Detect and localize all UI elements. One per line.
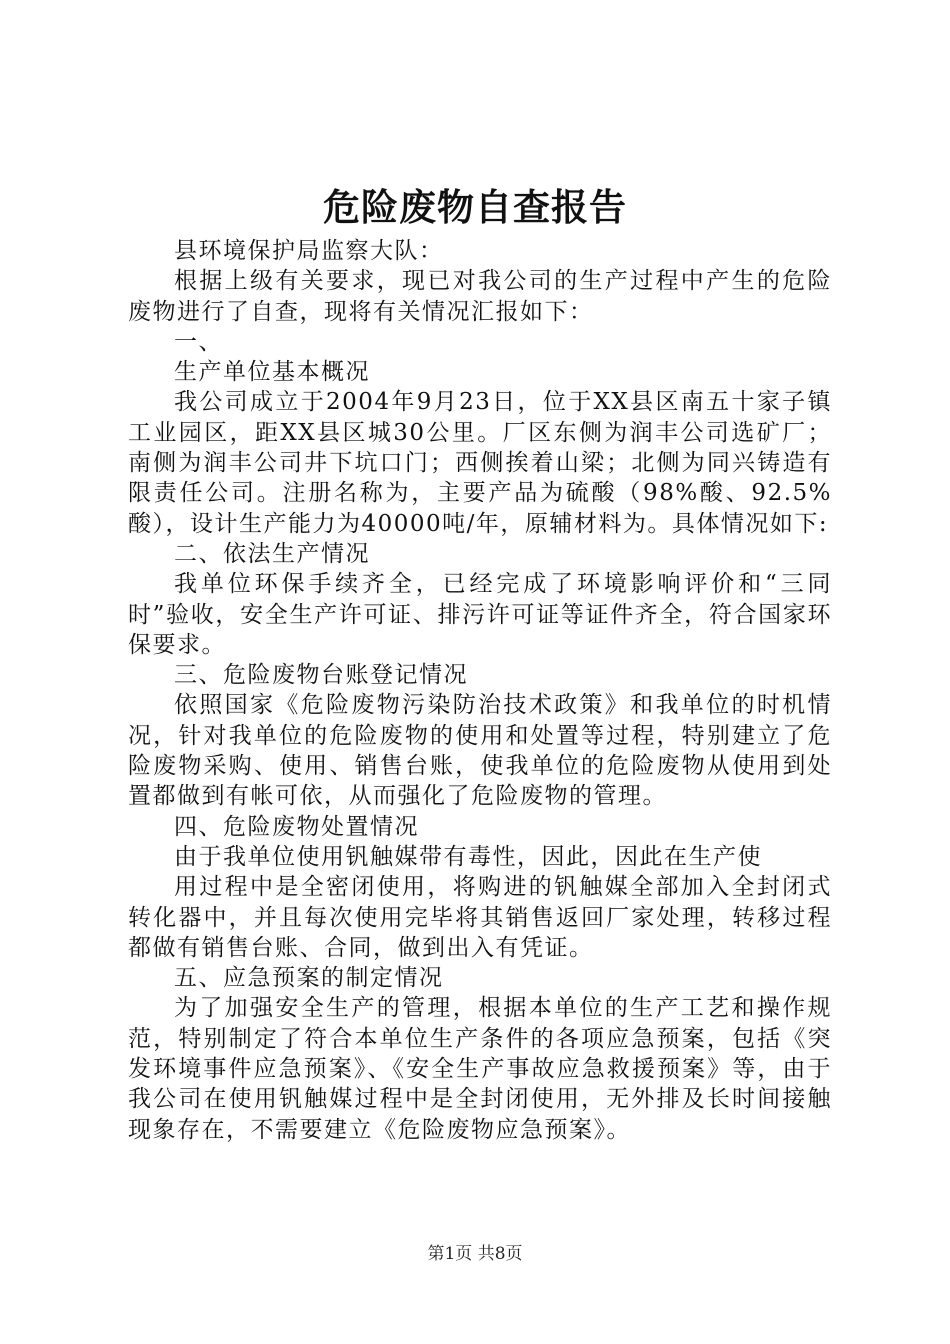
document-body — [128, 236, 832, 1145]
body-paragraph: 依照国家《危险废物污染防治技术政策》和我单位的时机情况，针对我单位的危险废物的使用和处置等过程，特别建立了危险废物采购、使用、销售台账，使我单位的危险废物从使用到处置都做到有帐可依，从而强化了危险废物的管理。 — [128, 692, 832, 810]
intro-paragraph: 根据上级有关要求，现已对我公司的生产过程中产生的危险废物进行了自查，现将有关情况汇报如下： — [128, 268, 832, 325]
body-paragraph: 我公司成立于2004年9月23日，位于XX县区南五十家子镇工业园区，距XX县区城30公里。厂区东侧为润丰公司选矿厂；南侧为润丰公司井下坑口门；西侧挨着山梁；北侧为同兴铸造有限责任公司。注册名称为，主要产品为硫酸（98%酸、92.5%酸），设计生产能力为40000吨/年，原辅材料为。具体情况如下: — [128, 389, 832, 537]
section-heading: 五、应急预案的制定情况 — [174, 965, 444, 992]
section-heading: 二、依法生产情况 — [174, 540, 370, 567]
section-heading: 四、危险废物处置情况 — [174, 813, 419, 840]
body-paragraph: 为了加强安全生产的管理，根据本单位的生产工艺和操作规范，特别制定了符合本单位生产条件的各项应急预案，包括《突发环境事件应急预案》、《安全生产事故应急救援预案》等，由于我公司在使用钒触媒过程中是全封闭使用，无外排及长时间接触现象存在，不需要建立《危险废物应急预案》。 — [128, 995, 832, 1143]
body-paragraph: 由于我单位使用钒触媒带有毒性，因此，因此在生产使 — [174, 843, 762, 870]
section-number: 一、 — [174, 328, 223, 355]
section-heading: 生产单位基本概况 — [174, 359, 370, 386]
body-paragraph: 用过程中是全密闭使用，将购进的钒触媒全部加入全封闭式转化器中，并且每次使用完毕将其销售返回厂家处理，转移过程都做有销售台账、合同，做到出入有凭证。 — [128, 874, 832, 961]
page-footer: 第1页 共8页 — [427, 1244, 523, 1264]
body-paragraph: 我单位环保手续齐全，已经完成了环境影响评价和“三同时”验收，安全生产许可证、排污许可证等证件齐全，符合国家环保要求。 — [128, 571, 832, 658]
section-heading: 三、危险废物台账登记情况 — [174, 662, 468, 689]
salutation: 县环境保护局监察大队： — [174, 238, 444, 264]
page-title: 危险废物自查报告 — [323, 185, 627, 229]
